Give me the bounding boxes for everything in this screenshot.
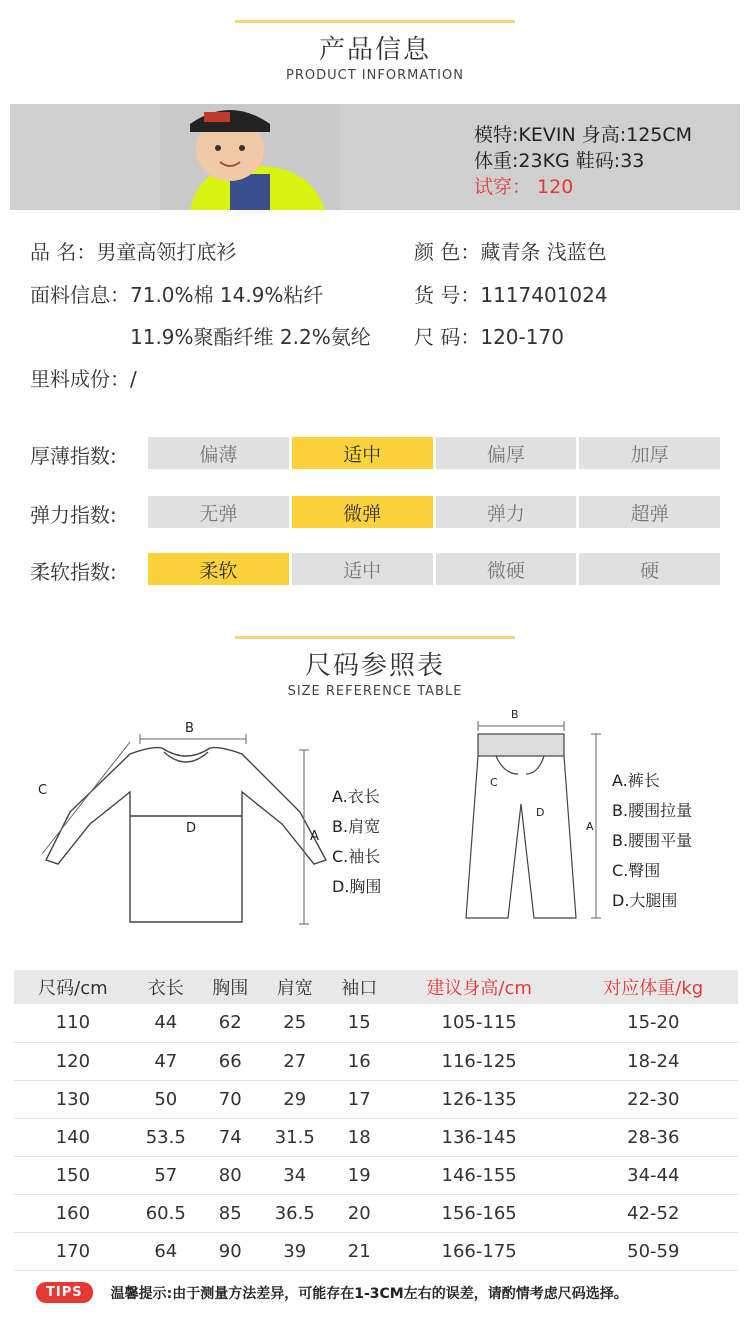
shirt-legend-d: D.胸围 [332, 877, 382, 896]
table-row [14, 1080, 738, 1118]
table-cell: 70 [200, 1080, 261, 1118]
table-cell: 47 [132, 1042, 200, 1080]
attr-fabric-value-1: 71.0%棉 14.9%粘纤 [130, 283, 324, 307]
table-cell: 28-36 [569, 1118, 738, 1156]
elasticity-option-4: 超弹 [579, 496, 720, 528]
table-row [14, 1156, 738, 1194]
attr-name [30, 236, 236, 265]
table-cell: 110 [14, 1004, 132, 1042]
softness-option-3: 微硬 [436, 553, 577, 585]
table-cell: 64 [132, 1232, 200, 1270]
elasticity-option-1: 无弹 [148, 496, 289, 528]
attr-fabric-label: 面料信息： [30, 283, 130, 307]
table-cell: 53.5 [132, 1118, 200, 1156]
shirt-letter-b: B [185, 721, 194, 736]
table-cell: 29 [261, 1080, 329, 1118]
table-cell: 116-125 [390, 1042, 569, 1080]
model-info [474, 122, 692, 200]
table-cell: 39 [261, 1232, 329, 1270]
table-cell: 136-145 [390, 1118, 569, 1156]
pants-measurement-diagram [456, 704, 606, 934]
elasticity-option-3: 弹力 [436, 496, 577, 528]
elasticity-option-2: 微弹 [292, 496, 433, 528]
table-cell: 31.5 [261, 1118, 329, 1156]
table-cell: 18 [329, 1118, 390, 1156]
attr-name-value: 男童高领打底衫 [96, 240, 237, 264]
col-length: 衣长 [132, 970, 200, 1004]
table-cell: 74 [200, 1118, 261, 1156]
table-cell: 25 [261, 1004, 329, 1042]
table-cell: 50-59 [569, 1232, 738, 1270]
col-shoulder: 肩宽 [261, 970, 329, 1004]
table-cell: 34-44 [569, 1156, 738, 1194]
table-cell: 166-175 [390, 1232, 569, 1270]
table-cell: 50 [132, 1080, 200, 1118]
size-reference-subtitle: SIZE REFERENCE TABLE [287, 684, 463, 699]
attr-color [414, 236, 607, 265]
tips-bar [36, 1282, 628, 1303]
shirt-legend-b: B.肩宽 [332, 817, 381, 836]
pants-legend-d: D.大腿围 [612, 891, 678, 910]
thickness-option-3: 偏厚 [436, 437, 577, 469]
softness-option-4: 硬 [579, 553, 720, 585]
attr-name-label: 品 名： [30, 240, 97, 264]
thickness-index-label: 厚薄指数: [30, 444, 117, 468]
table-row [14, 1118, 738, 1156]
header-accent-bar [235, 636, 515, 639]
elasticity-index-label: 弹力指数: [30, 503, 117, 527]
size-table-header-row [14, 970, 738, 1004]
table-cell: 120 [14, 1042, 132, 1080]
table-cell: 22-30 [569, 1080, 738, 1118]
elasticity-index-scale [148, 496, 720, 528]
table-cell: 20 [329, 1194, 390, 1232]
table-row [14, 1194, 738, 1232]
table-cell: 85 [200, 1194, 261, 1232]
thickness-option-1: 偏薄 [148, 437, 289, 469]
col-cuff: 袖口 [329, 970, 390, 1004]
table-cell: 160 [14, 1194, 132, 1232]
table-row [14, 1232, 738, 1270]
size-reference-header [0, 636, 750, 699]
table-cell: 15 [329, 1004, 390, 1042]
product-info-title: 产品信息 [318, 35, 431, 65]
attr-fabric-value-2: 11.9%聚酯纤维 2.2%氨纶 [130, 325, 371, 349]
softness-index-label: 柔软指数: [30, 560, 117, 584]
col-chest: 胸围 [200, 970, 261, 1004]
shirt-measurement-diagram [30, 712, 330, 932]
pants-legend-b2: B.腰围平量 [612, 831, 693, 850]
table-cell: 62 [200, 1004, 261, 1042]
attr-lining [30, 363, 137, 392]
table-cell: 19 [329, 1156, 390, 1194]
table-cell: 90 [200, 1232, 261, 1270]
attr-fabric [30, 279, 323, 308]
table-row [14, 1042, 738, 1080]
attr-sku-label: 货 号： [414, 283, 481, 307]
table-cell: 146-155 [390, 1156, 569, 1194]
table-cell: 27 [261, 1042, 329, 1080]
col-weight: 对应体重/kg [569, 970, 738, 1004]
attr-lining-label: 里料成份： [30, 367, 130, 391]
col-size: 尺码/cm [14, 970, 132, 1004]
shirt-letter-d: D [186, 821, 197, 836]
shirt-letter-c: C [38, 783, 48, 798]
table-cell: 105-115 [390, 1004, 569, 1042]
table-cell: 80 [200, 1156, 261, 1194]
model-trial-size: 试穿： 120 [474, 176, 574, 198]
table-cell: 130 [14, 1080, 132, 1118]
table-cell: 44 [132, 1004, 200, 1042]
pants-letter-d: D [536, 806, 545, 819]
table-cell: 150 [14, 1156, 132, 1194]
thickness-option-2: 适中 [292, 437, 433, 469]
attr-fabric-line-2 [130, 321, 371, 350]
table-cell: 16 [329, 1042, 390, 1080]
table-cell: 60.5 [132, 1194, 200, 1232]
table-cell: 170 [14, 1232, 132, 1270]
attr-color-label: 颜 色： [414, 240, 481, 264]
pants-letter-a: A [586, 820, 594, 833]
attr-sku [414, 279, 608, 308]
table-row [14, 1004, 738, 1042]
model-photo [160, 104, 340, 210]
table-cell: 18-24 [569, 1042, 738, 1080]
attr-lining-value: / [130, 367, 137, 391]
thickness-index-scale [148, 437, 720, 469]
col-height: 建议身高/cm [390, 970, 569, 1004]
size-reference-title: 尺码参照表 [304, 651, 445, 681]
table-cell: 140 [14, 1118, 132, 1156]
model-banner [10, 104, 740, 210]
pants-legend-c: C.臀围 [612, 861, 661, 880]
table-cell: 57 [132, 1156, 200, 1194]
table-cell: 126-135 [390, 1080, 569, 1118]
pants-legend-b1: B.腰围拉量 [612, 801, 693, 820]
model-line-1: 模特:KEVIN 身高:125CM [474, 124, 693, 146]
attr-color-value: 藏青条 浅蓝色 [480, 240, 607, 264]
attr-size-label: 尺 码： [414, 325, 481, 349]
softness-index-scale [148, 553, 720, 585]
tips-badge: TIPS [36, 1282, 93, 1303]
size-table-body [14, 1004, 738, 1270]
tips-text: 温馨提示:由于测量方法差异，可能存在1-3CM左右的误差，请酌情考虑尺码选择。 [110, 1285, 628, 1302]
pants-letter-c: C [490, 776, 498, 789]
pants-letter-b: B [511, 708, 519, 721]
table-cell: 21 [329, 1232, 390, 1270]
attr-sku-value: 1117401024 [480, 283, 608, 307]
table-cell: 66 [200, 1042, 261, 1080]
product-info-header [0, 20, 750, 83]
softness-option-1: 柔软 [148, 553, 289, 585]
table-cell: 36.5 [261, 1194, 329, 1232]
pants-legend [612, 766, 692, 916]
attr-size-value: 120-170 [480, 325, 564, 349]
table-cell: 34 [261, 1156, 329, 1194]
table-cell: 156-165 [390, 1194, 569, 1232]
attr-size [414, 321, 564, 350]
shirt-letter-a: A [310, 829, 319, 844]
pants-legend-a: A.裤长 [612, 771, 660, 790]
table-cell: 42-52 [569, 1194, 738, 1232]
shirt-legend-a: A.衣长 [332, 787, 380, 806]
model-line-2: 体重:23KG 鞋码:33 [474, 150, 645, 172]
shirt-legend [332, 782, 381, 902]
softness-option-2: 适中 [292, 553, 433, 585]
shirt-legend-c: C.袖长 [332, 847, 381, 866]
product-info-subtitle: PRODUCT INFORMATION [286, 68, 464, 83]
thickness-option-4: 加厚 [579, 437, 720, 469]
header-accent-bar [235, 20, 515, 23]
table-cell: 17 [329, 1080, 390, 1118]
size-table [14, 970, 738, 1271]
table-cell: 15-20 [569, 1004, 738, 1042]
